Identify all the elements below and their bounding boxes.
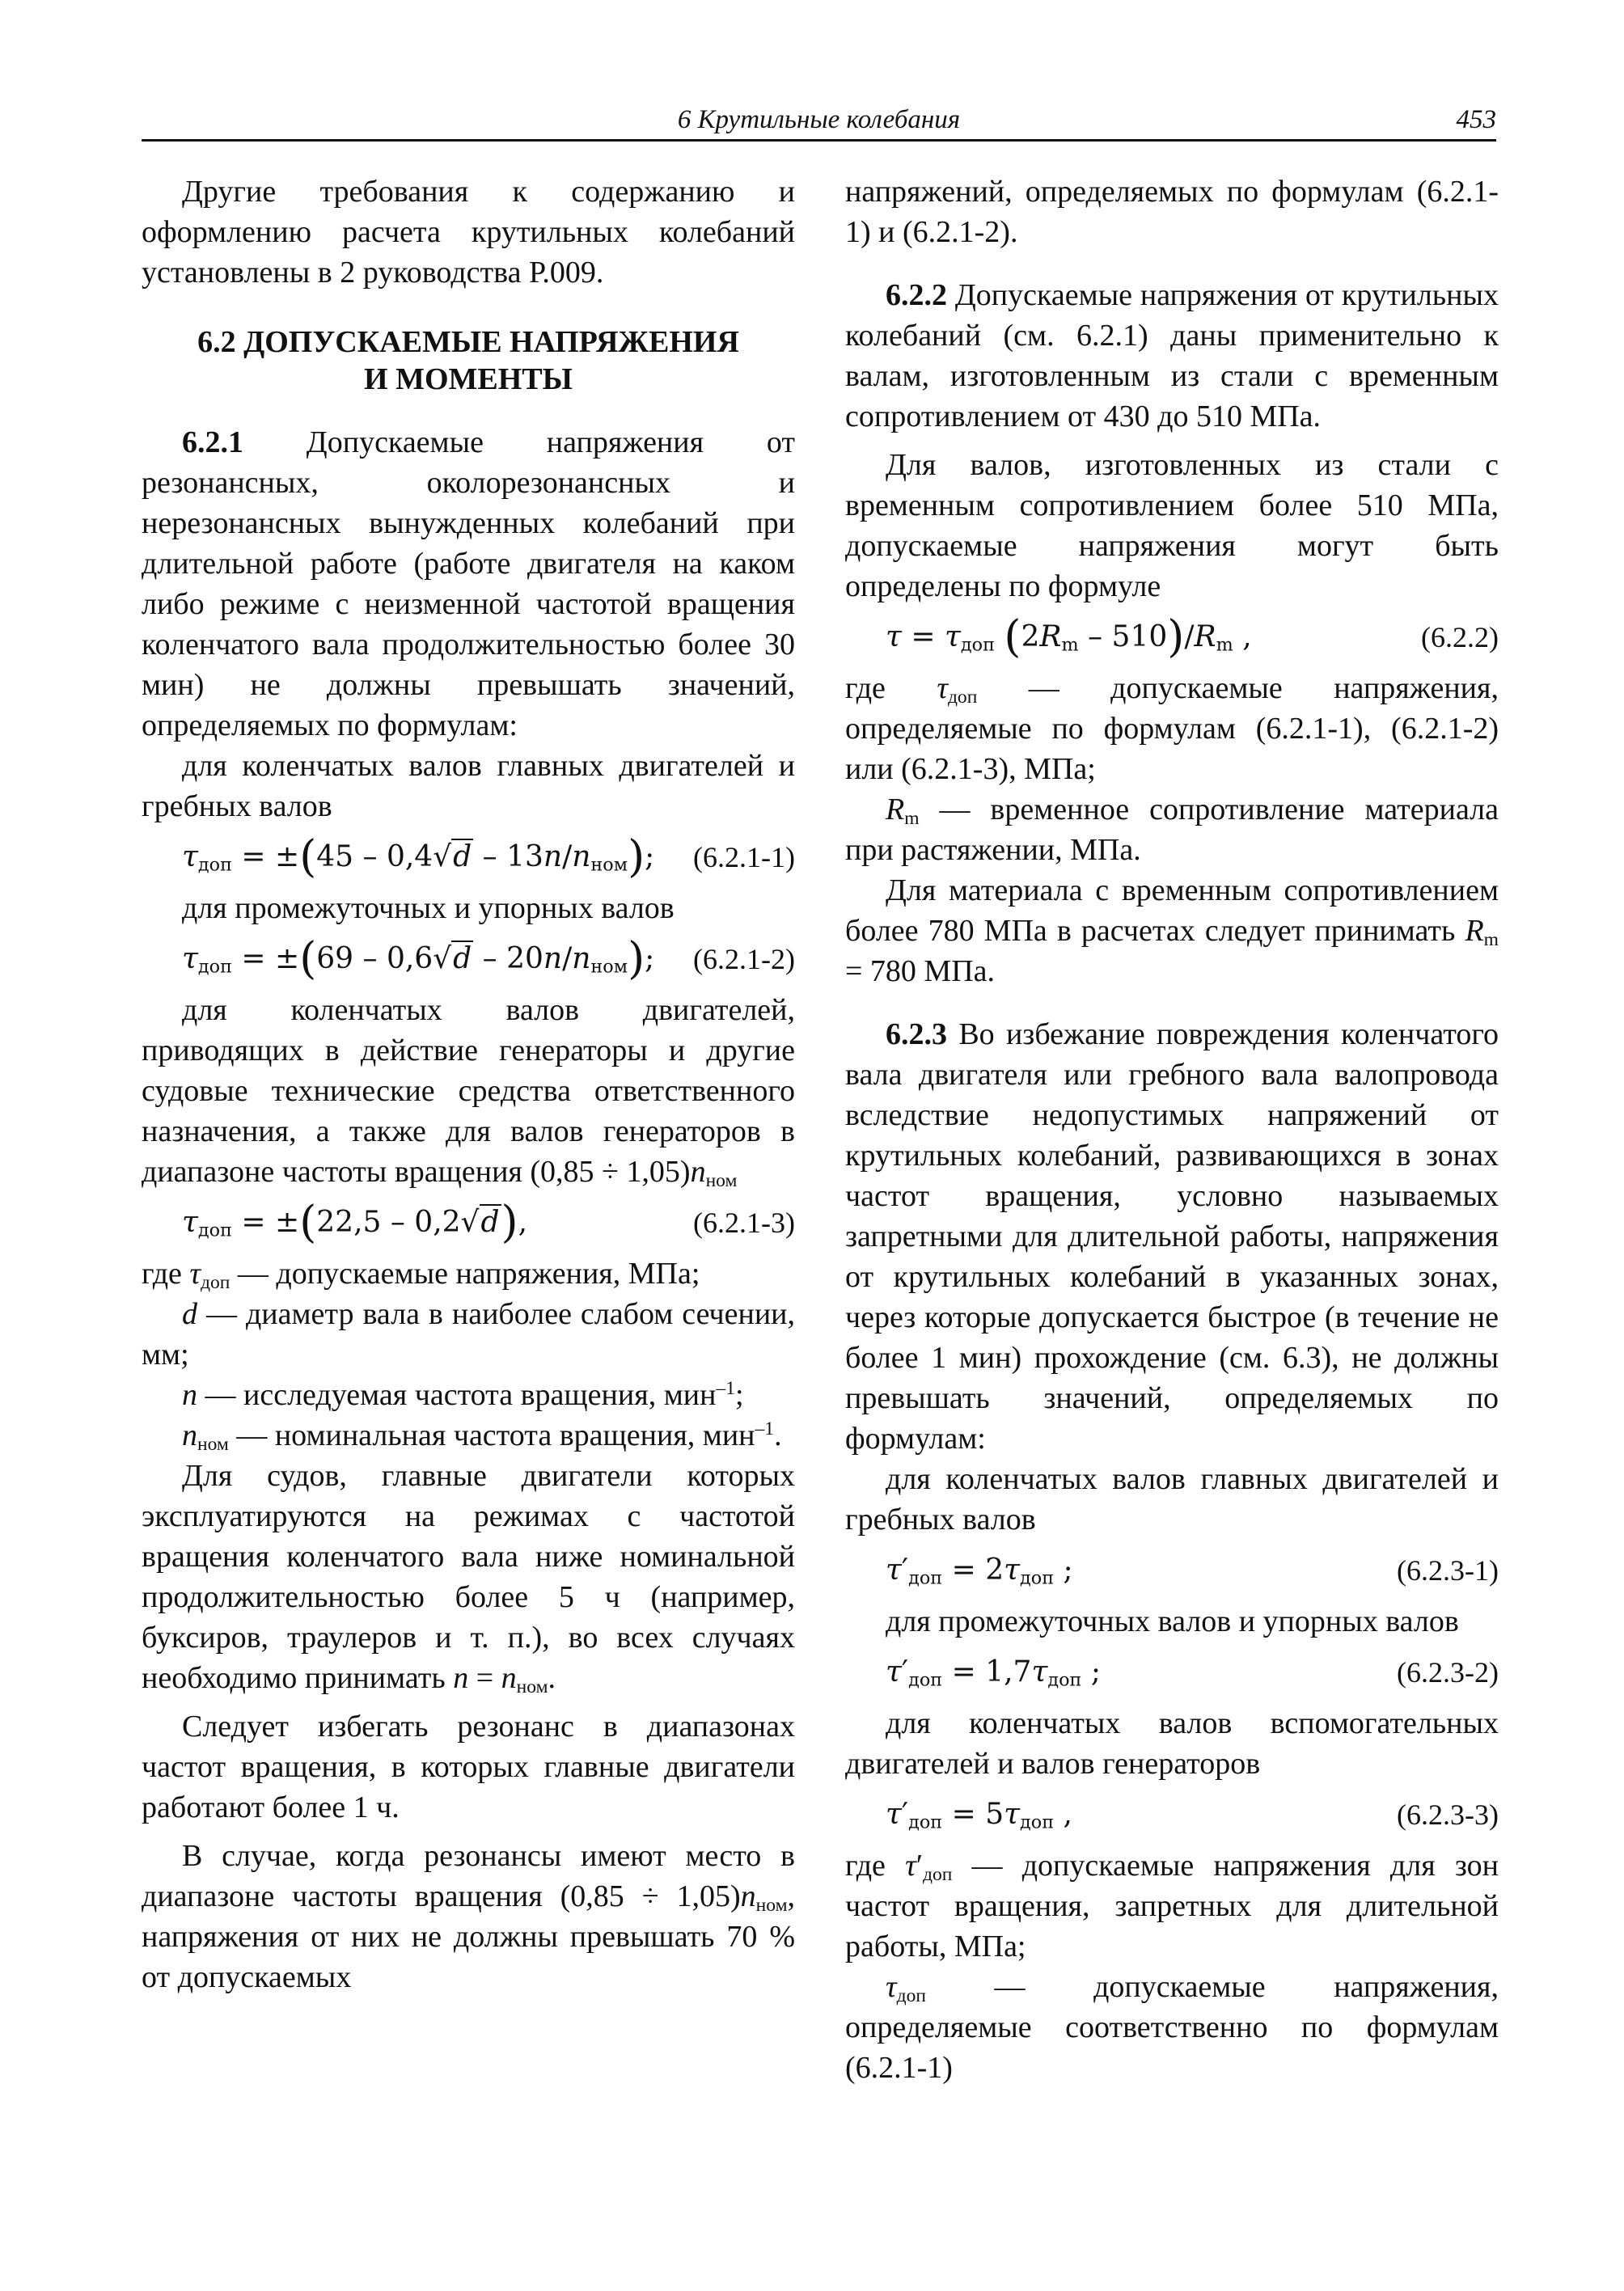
formula-6-2-2 bbox=[845, 611, 1499, 663]
heading-line-1: 6.2 ДОПУСКАЕМЫЕ НАПРЯЖЕНИЯ bbox=[197, 325, 739, 359]
aux-engines-label: для коленчатых валов вспомогательных двигателей и валов генераторов bbox=[845, 1706, 1499, 1781]
paragraph-text: Допускаемые напряжения от резонансных, околорезонансных и нерезонансных вынужденных колебаний при длительной работе (работе двигателя на каком либо режиме с неизменной частотой вращения коленчатого вала продолжительностью более 30 мин) не должны превышать значений, определяемых по формулам: bbox=[142, 425, 795, 742]
heading-line-2: И МОМЕНТЫ bbox=[364, 362, 573, 396]
equation-number: (6.2.3-2) bbox=[1397, 1656, 1499, 1689]
ships-paragraph: Для судов, главные двигатели которых эксплуатируются на режимах с частотой вращения коленчатого вала ниже номинальной продолжительностью более 5 ч (например, буксиров, траулеров и т. п.), во всех случаях необходимо принимать $n = n_{ном}$. bbox=[142, 1459, 795, 1697]
formula-6-2-3-1 bbox=[845, 1545, 1499, 1596]
paragraph-6-2-3: 6.2.3 Во избежание повреждения коленчатого вала двигателя или гребного вала валопровода вследствие недопустимых напряжений от крутильных колебаний, развивающихся в зонах частот вращения, условно называемых запретными для длительной работы, напряжения от крутильных колебаний в указанных зонах, через которые допускается быстрое (в течение не более 1 мин) прохождение (см. 6.3), не должны превышать значений, определяемых по формулам: bbox=[845, 1017, 1499, 1456]
where-rm: $R_m$ — временное сопротивление материала при растяжении, МПа. bbox=[845, 793, 1499, 867]
crank-main-label-2: для коленчатых валов главных двигателей и гребных валов bbox=[845, 1462, 1499, 1536]
case-paragraph: В случае, когда резонансы имеют место в диапазоне частоты вращения $(0,85 \div 1,05)n_{ном}$, напряжения от них не должны превышать 70 % от допускаемых bbox=[142, 1839, 795, 1994]
formula-expression: $\tau'_{доп} = 1,7\tau_{доп}$ ; bbox=[886, 1655, 1102, 1691]
formula-6-2-1-3 bbox=[142, 1197, 795, 1249]
equation-number: (6.2.1-2) bbox=[693, 943, 795, 975]
formula-expression: $\tau_{доп} = \pm(69 - 0,6√d - 20n/n_{ном})$; bbox=[182, 932, 655, 984]
formula-expression: $\tau'_{доп} = 2\tau_{доп}$ ; bbox=[886, 1553, 1073, 1589]
intermediate-shafts-label-2: для промежуточных валов и упорных валов bbox=[886, 1604, 1459, 1638]
formula-expression: $\tau'_{доп} = 5\tau_{доп}$ , bbox=[886, 1798, 1072, 1833]
formula-6-2-1-1 bbox=[142, 831, 795, 883]
paragraph-6-2-1 bbox=[142, 422, 795, 746]
formula-expression: $\tau_{доп} = \pm(22,5 - 0,2√d)$, bbox=[182, 1196, 528, 1248]
running-header bbox=[142, 104, 1496, 142]
formula-6-2-3-2 bbox=[845, 1646, 1499, 1698]
left-column bbox=[142, 171, 795, 1997]
page-number: 453 bbox=[1456, 105, 1496, 134]
clause-number: 6.2.3 bbox=[886, 1017, 947, 1051]
paragraph-6-2-2: 6.2.2 Допускаемые напряжения от крутильных колебаний (см. 6.2.1) даны применительно к валам, изготовленным из стали с временным сопротивлением от 430 до 510 МПа. bbox=[845, 278, 1499, 433]
intermediate-shafts-label: для промежуточных и упорных валов bbox=[182, 891, 675, 925]
equation-number: (6.2.1-1) bbox=[693, 841, 795, 873]
where-tau-3: $\tau_{доп}$ — допускаемые напряжения, определяемые соответственно по формулам (6.2.1-1) bbox=[845, 1970, 1499, 2085]
formula-expression: $\tau = \tau_{доп}$ $(2R_m - 510)/R_m$ , bbox=[886, 611, 1252, 662]
where-n: n — исследуемая частота вращения, мин$^{-1}$; bbox=[182, 1378, 744, 1412]
where-tau-2: где $\tau_{доп}$ — допускаемые напряжения, определяемые по формулам (6.2.1-1), (6.2.1-2) или (6.2.1-3), МПа; bbox=[845, 671, 1499, 786]
formula-6-2-3-3 bbox=[845, 1789, 1499, 1841]
right-column bbox=[845, 171, 1499, 2088]
clause-number: 6.2.1 bbox=[182, 425, 243, 459]
crank-main-label: для коленчатых валов главных двигателей и гребных валов bbox=[142, 749, 795, 823]
generators-label: для коленчатых валов двигателей, приводящих в действие генераторы и другие судовые технические средства ответственного назначения, а также для валов генераторов в диапазоне частоты вращения $(0,85 \div 1,05)n_{ном}$ bbox=[142, 993, 795, 1191]
equation-number: (6.2.2) bbox=[1421, 621, 1499, 653]
header-title: 6 Крутильные колебания bbox=[677, 105, 961, 134]
equation-number: (6.2.3-1) bbox=[1397, 1554, 1499, 1587]
material-paragraph: Для материала с временным сопротивлением более 780 МПа в расчетах следует принимать $R_m = 780$ МПа. bbox=[845, 873, 1499, 988]
formula-6-2-1-2 bbox=[142, 933, 795, 985]
intro-paragraph: Другие требования к содержанию и оформлению расчета крутильных колебаний установлены в 2 руководства Р.009. bbox=[142, 175, 795, 290]
clause-number: 6.2.2 bbox=[886, 278, 947, 312]
equation-number: (6.2.1-3) bbox=[693, 1207, 795, 1239]
formula-expression: $\tau_{доп} = \pm(45 - 0,4√d - 13n/n_{ном})$; bbox=[182, 831, 655, 882]
steel-paragraph: Для валов, изготовленных из стали с временным сопротивлением более 510 МПа, допускаемые напряжения могут быть определены по формуле bbox=[845, 448, 1499, 603]
where-tau-prime: где $\tau'_{доп}$ — допускаемые напряжения для зон частот вращения, запретных для длительной работы, МПа; bbox=[845, 1849, 1499, 1963]
where-d: d — диаметр вала в наиболее слабом сечении, мм; bbox=[142, 1297, 795, 1372]
where-tau: где $\tau_{доп}$ — допускаемые напряжения, МПа; bbox=[142, 1257, 700, 1293]
continuation-paragraph: напряжений, определяемых по формулам (6.2.1-1) и (6.2.1-2). bbox=[845, 175, 1499, 249]
equation-number: (6.2.3-3) bbox=[1397, 1799, 1499, 1831]
where-nnom: $n_{ном}$ — номинальная частота вращения, мин$^{-1}$. bbox=[182, 1418, 782, 1455]
avoid-paragraph: Следует избегать резонанс в диапазонах частот вращения, в которых главные двигатели работают более 1 ч. bbox=[142, 1710, 795, 1824]
section-heading bbox=[142, 323, 795, 398]
